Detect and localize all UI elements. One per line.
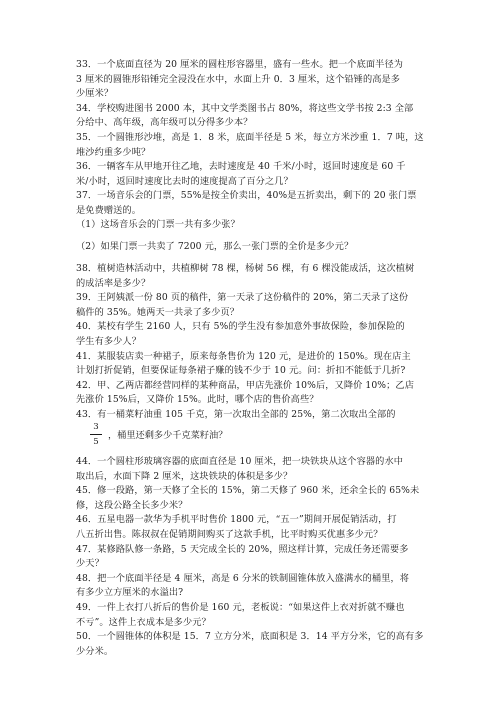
problem-line: 米/小时，返回时速度比去时的速度提高了百分之几？ xyxy=(76,175,293,187)
problem-line: 49．一件上衣打八折后的售价是 160 元，老板说：“如果这件上衣对折就不赚也 xyxy=(76,601,405,613)
problem-line: 35．一个圆锥形沙堆，高是 1．8 米，底面半径是 5 米，每立方米沙重 1．7 吨，这 xyxy=(76,131,424,143)
problem-line: 的成活率是多少？ xyxy=(76,277,151,289)
problem-line: 少天？ xyxy=(76,558,104,570)
problem-line: 38．植树造林活动中，共植柳树 78 棵，杨树 56 棵，有 6 棵没能成活，这次植树 xyxy=(76,263,415,274)
problem-line: 46．五星电器一款华为手机平时售价 1800 元，“五一”期间开展促销活动，打 xyxy=(76,514,397,526)
fraction-numerator: 3 xyxy=(93,422,99,432)
problem-line: 45．修一段路，第一天修了全长的 15%，第二天修了 960 米，还余全长的 65%未 xyxy=(76,485,420,497)
problem-line: 计划打折促销，但要保证每条裙子赚的钱不少于 10 元。问：折扣不能低于几折? xyxy=(76,365,406,377)
sub-question-2 xyxy=(76,240,416,255)
problem-line: 41．某服装店卖一种裙子，原来每条售价为 120 元，是进价的 150%。现在店主 xyxy=(76,350,411,362)
problem-line: 47．某修路队修一条路，5 天完成全长的 20%，照这样计算，完成任务还需要多 xyxy=(76,543,409,555)
fraction-bar xyxy=(90,434,102,435)
problem-line: 先涨价 15%后，又降价 15%。此时，哪个店的售价高些？ xyxy=(76,394,319,406)
problem-line: 八五折出售。陈叔叔在促销期间购买了这款手机，比平时购买优惠多少元？ xyxy=(76,528,383,540)
problem-line: 学生有多少人？ xyxy=(76,335,142,347)
problem-line: 少厘米？ xyxy=(76,88,114,100)
problem-line: 有多少立方厘米的水溢出? xyxy=(76,587,184,599)
sub-question-line: （2）如果门票一共卖了 7200 元，那么一张门票的全价是多少元？ xyxy=(76,241,354,252)
problem-line: 48．把一个底面半径是 4 厘米，高是 6 分米的铁制圆锥体放入盛满水的桶里，将 xyxy=(76,572,410,584)
problem-line: 稿件的 35%。她两天一共录了多少页？ xyxy=(76,306,240,318)
fraction-three-fifths xyxy=(90,422,102,447)
problem-line: 43．有一桶菜籽油重 105 千克，第一次取出全部的 25%，第二次取出全部的 xyxy=(76,408,396,420)
problems-33-37 xyxy=(76,58,424,219)
problem-line: 分给中、高年级，高年级可以分得多少本？ xyxy=(76,117,253,129)
problem-line: 堆沙约重多少吨？ xyxy=(76,146,151,158)
problem-line: 42．甲、乙两店都经营同样的某种商品，甲店先涨价 10%后，又降价 10%；乙店 xyxy=(76,379,414,391)
problem-line: 是免费赠送的。 xyxy=(76,204,142,216)
problem-line: 50．一个圆锥体的体积是 15．7 立方分米，底面积是 3．14 平方分米，它的高有多 xyxy=(76,631,424,643)
problems-38-43 xyxy=(76,262,416,423)
problem-line: 40．某校有学生 2160 人，只有 5%的学生没有参加意外事故保险，参加保险的 xyxy=(76,321,405,333)
problems-44-50 xyxy=(76,455,424,659)
problem-line: 36．一辆客车从甲地开往乙地，去时速度是 40 千米/小时，返回时速度是 60 千 xyxy=(76,161,406,173)
problem-line: 39．王阿姨派一份 80 页的稿件，第一天录了这份稿件的 20%，第二天录了这份 xyxy=(76,292,409,304)
problem-line: 44．一个圆柱形玻璃容器的底面直径是 10 厘米，把一块铁块从这个容器的水中 xyxy=(76,456,404,467)
problem-line: 37．一场音乐会的门票，55%是按全价卖出，40%是五折卖出，剩下的 20 张门票 xyxy=(76,190,417,202)
problem-line: 3 厘米的圆锥形铅锤完全浸没在水中，水面上升 0．3 厘米，这个铅锤的高是多 xyxy=(76,73,401,85)
problem-line: 修，这段公路全长多少米？ xyxy=(76,499,188,511)
sub-question-1 xyxy=(76,218,416,233)
sub-question-line: （1）这场音乐会的门票一共有多少张？ xyxy=(76,219,240,230)
problem-line: 34．学校购进图书 2000 本，其中文学类图书占 80%，将这些文学书按 2:3 全部 xyxy=(76,102,414,114)
problem-line: 取出后，水面下降 2 厘米，这块铁块的体积是多少？ xyxy=(76,470,293,482)
problem-line: 不亏”。这件上衣成本是多少元？ xyxy=(76,616,211,628)
problem-line: 少分米。 xyxy=(76,645,114,657)
fraction-denominator: 5 xyxy=(93,437,99,447)
problem-line: 33．一个底面直径为 20 厘米的圆柱形容器里，盛有一些水。把一个底面半径为 xyxy=(76,59,404,70)
fraction-continuation: ，桶里还剩多少千克菜籽油？ xyxy=(108,430,228,441)
